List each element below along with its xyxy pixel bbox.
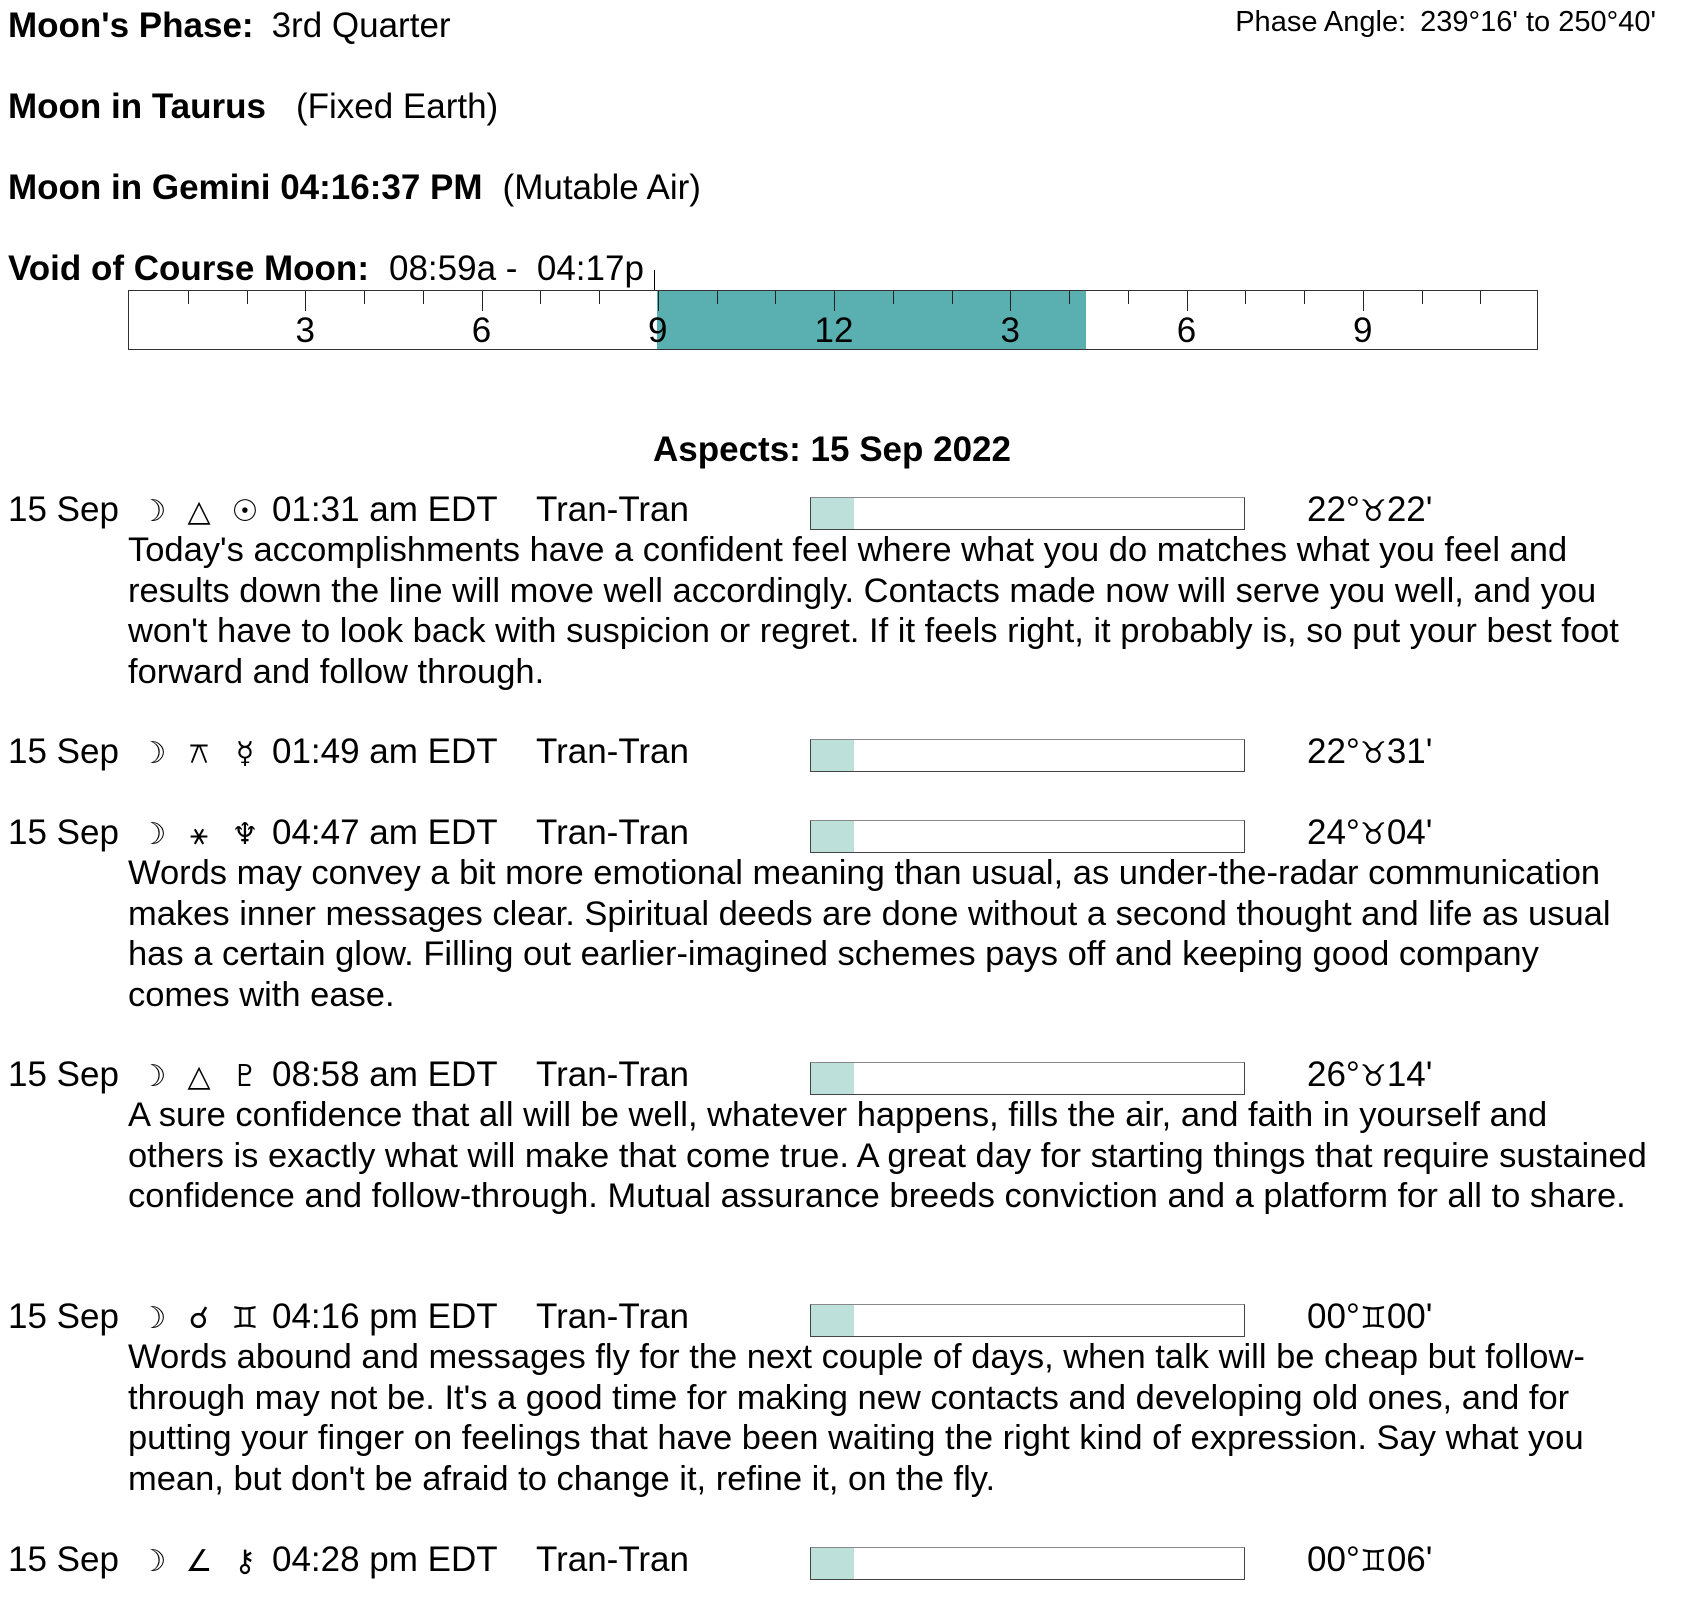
- timeline-tick: [188, 291, 189, 304]
- moon-phase-label: Moon's Phase:: [8, 6, 254, 45]
- aspect-position: [1307, 1540, 1432, 1580]
- moon-phase-row: [8, 6, 451, 46]
- aspect-header: [8, 1297, 689, 1337]
- aspect-header: [8, 1055, 689, 1095]
- aspect-type: Tran-Tran: [536, 490, 689, 529]
- timeline-tick: [1245, 291, 1246, 304]
- timeline-hour-label: 12: [814, 311, 854, 350]
- moon-glyph-icon: ☽: [139, 1544, 167, 1579]
- moon-phase-value: 3rd Quarter: [271, 6, 451, 45]
- aspect-strength-bar: [810, 820, 1245, 853]
- timeline-tick: [540, 291, 541, 304]
- moon-glyph-icon: ☽: [139, 736, 167, 771]
- sextile-glyph-icon: ⚹: [190, 817, 208, 852]
- timeline-hour-label: 3: [1000, 311, 1020, 350]
- aspect-date: 15 Sep: [8, 813, 119, 852]
- conjunction-glyph-icon: ☌: [188, 1301, 210, 1336]
- aspect-date: 15 Sep: [8, 1297, 119, 1336]
- aspect-strength-fill: [811, 821, 854, 852]
- zodiac-sign-icon: ♊: [1359, 1544, 1387, 1579]
- phase-angle-label: Phase Angle:: [1235, 6, 1407, 38]
- moon-ingress-label: Moon in Gemini 04:16:37 PM: [8, 168, 483, 207]
- gemini-glyph-icon: ♊: [231, 1301, 259, 1336]
- aspects-title: Aspects: 15 Sep 2022: [653, 430, 1011, 469]
- position-minute: 04': [1386, 813, 1433, 852]
- moon-ingress-row: [8, 168, 701, 208]
- moon-ingress-element: (Mutable Air): [502, 168, 701, 207]
- aspect-strength-fill: [811, 1305, 854, 1336]
- aspect-date: 15 Sep: [8, 490, 119, 529]
- chiron-glyph-icon: ⚷: [234, 1544, 256, 1579]
- timeline-tick: [1010, 291, 1011, 311]
- aspect-strength-fill: [811, 1548, 854, 1579]
- aspect-description: Words abound and messages fly for the next couple of days, when talk will be cheap but follow-through may not be. It's a good time for making new contacts and developing old ones, and for putting your finger on feelings that have been waiting the right kind of expression. Say what you mean, but don't be afraid to change it, refine it, on the fly.: [128, 1338, 1585, 1498]
- aspect-type: Tran-Tran: [536, 1297, 689, 1336]
- trine-glyph-icon: △: [187, 494, 211, 529]
- timeline-tick: [305, 291, 306, 311]
- timeline-tick: [1480, 291, 1481, 304]
- moon-glyph-icon: ☽: [139, 494, 167, 529]
- void-of-course-row: [8, 249, 644, 289]
- aspect-header: [8, 490, 689, 530]
- aspect-header: [8, 1540, 689, 1580]
- timeline-tick: [952, 291, 953, 304]
- moon-sign-element: (Fixed Earth): [295, 87, 499, 126]
- neptune-glyph-icon: ♆: [231, 817, 259, 852]
- zodiac-sign-icon: ♉: [1359, 817, 1387, 852]
- mercury-glyph-icon: ☿: [235, 736, 255, 771]
- position-minute: 00': [1386, 1297, 1433, 1336]
- moon-sign-label: Moon in Taurus: [8, 87, 266, 126]
- void-of-course-value: 08:59a - 04:17p: [388, 249, 644, 288]
- aspect-header: [8, 732, 689, 772]
- timeline-tick: [482, 291, 483, 311]
- timeline-tick: [717, 291, 718, 304]
- aspect-position: [1307, 1055, 1432, 1095]
- zodiac-sign-icon: ♉: [1359, 736, 1387, 771]
- position-degree: 22°: [1307, 732, 1360, 771]
- position-minute: 06': [1386, 1540, 1433, 1579]
- moon-sign-row: [8, 87, 498, 127]
- phase-angle: [1235, 6, 1656, 39]
- timeline-tick: [1128, 291, 1129, 304]
- position-degree: 26°: [1307, 1055, 1360, 1094]
- aspect-time: 04:47 am EDT: [272, 813, 498, 852]
- position-degree: 24°: [1307, 813, 1360, 852]
- trine-glyph-icon: △: [187, 1059, 211, 1094]
- zodiac-sign-icon: ♊: [1359, 1301, 1387, 1336]
- timeline-hour-label: 9: [648, 311, 668, 350]
- quincunx-glyph-icon: ⚻: [189, 736, 209, 771]
- aspect-description: A sure confidence that all will be well, whatever happens, fills the air, and faith in yourself and others is exactly what will make that come true. A great day for starting things that require sustained confidence and follow-through. Mutual assurance breeds conviction and a platform for all to share.: [128, 1096, 1647, 1215]
- position-degree: 22°: [1307, 490, 1360, 529]
- void-of-course-timeline: [128, 290, 1538, 350]
- timeline-tick: [893, 291, 894, 304]
- position-minute: 22': [1386, 490, 1433, 529]
- aspect-time: 04:16 pm EDT: [272, 1297, 498, 1336]
- timeline-tick: [364, 291, 365, 304]
- void-of-course-region: [657, 291, 1086, 349]
- timeline-hour-label: 9: [1353, 311, 1373, 350]
- zodiac-sign-icon: ♉: [1359, 494, 1387, 529]
- moon-glyph-icon: ☽: [139, 1301, 167, 1336]
- timeline-tick: [599, 291, 600, 304]
- aspect-strength-fill: [811, 1063, 854, 1094]
- aspect-type: Tran-Tran: [536, 1540, 689, 1579]
- aspect-date: 15 Sep: [8, 1055, 119, 1094]
- aspect-time: 04:28 pm EDT: [272, 1540, 498, 1579]
- aspect-type: Tran-Tran: [536, 813, 689, 852]
- aspect-strength-bar: [810, 1062, 1245, 1095]
- timeline-tick: [247, 291, 248, 304]
- aspect-time: 01:49 am EDT: [272, 732, 498, 771]
- semisquare-glyph-icon: ∠: [185, 1544, 213, 1579]
- moon-glyph-icon: ☽: [139, 817, 167, 852]
- aspect-position: [1307, 813, 1432, 853]
- aspect-position: [1307, 1297, 1432, 1337]
- aspect-date: 15 Sep: [8, 1540, 119, 1579]
- aspect-time: 08:58 am EDT: [272, 1055, 498, 1094]
- zodiac-sign-icon: ♉: [1359, 1059, 1387, 1094]
- aspect-description: Words may convey a bit more emotional meaning than usual, as under-the-radar communication makes inner messages clear. Spiritual deeds are done without a second thought and life as usual has a certain glow. Filling out earlier-imagined schemes pays off and keeping good company comes with ease.: [128, 854, 1611, 1014]
- timeline-tick: [1187, 291, 1188, 311]
- timeline-tick: [834, 291, 835, 311]
- timeline-tick: [423, 291, 424, 304]
- aspect-strength-fill: [811, 740, 854, 771]
- position-degree: 00°: [1307, 1540, 1360, 1579]
- void-of-course-label: Void of Course Moon:: [8, 249, 369, 288]
- aspect-header: [8, 813, 689, 853]
- aspect-strength-bar: [810, 1547, 1245, 1580]
- timeline-tick: [658, 291, 659, 311]
- position-minute: 14': [1386, 1055, 1433, 1094]
- timeline-tick: [1363, 291, 1364, 311]
- aspect-strength-fill: [811, 498, 854, 529]
- sun-glyph-icon: ☉: [231, 494, 259, 529]
- timeline-tick: [1304, 291, 1305, 304]
- timeline-tick: [1069, 291, 1070, 304]
- aspect-type: Tran-Tran: [536, 732, 689, 771]
- timeline-hour-label: 6: [471, 311, 492, 350]
- aspect-strength-bar: [810, 739, 1245, 772]
- moon-glyph-icon: ☽: [139, 1059, 167, 1094]
- aspect-description: Today's accomplishments have a confident feel where what you do matches what you feel and results down the line will move well accordingly. Contacts made now will serve you well, and you won't have to look back with suspicion or regret. If it feels right, it probably is, so put your best foot forward and follow through.: [128, 531, 1619, 691]
- timeline-tick: [1422, 291, 1423, 304]
- aspect-strength-bar: [810, 497, 1245, 530]
- aspect-strength-bar: [810, 1304, 1245, 1337]
- timeline-hour-label: 6: [1176, 311, 1197, 350]
- aspect-type: Tran-Tran: [536, 1055, 689, 1094]
- void-start-marker: [654, 270, 655, 292]
- position-degree: 00°: [1307, 1297, 1360, 1336]
- aspect-position: [1307, 732, 1432, 772]
- phase-angle-value: 239°16' to 250°40': [1420, 6, 1656, 38]
- pluto-glyph-icon: ♇: [231, 1059, 259, 1094]
- aspect-date: 15 Sep: [8, 732, 119, 771]
- aspect-time: 01:31 am EDT: [272, 490, 498, 529]
- position-minute: 31': [1386, 732, 1433, 771]
- timeline-tick: [775, 291, 776, 304]
- aspect-position: [1307, 490, 1432, 530]
- timeline-hour-label: 3: [295, 311, 315, 350]
